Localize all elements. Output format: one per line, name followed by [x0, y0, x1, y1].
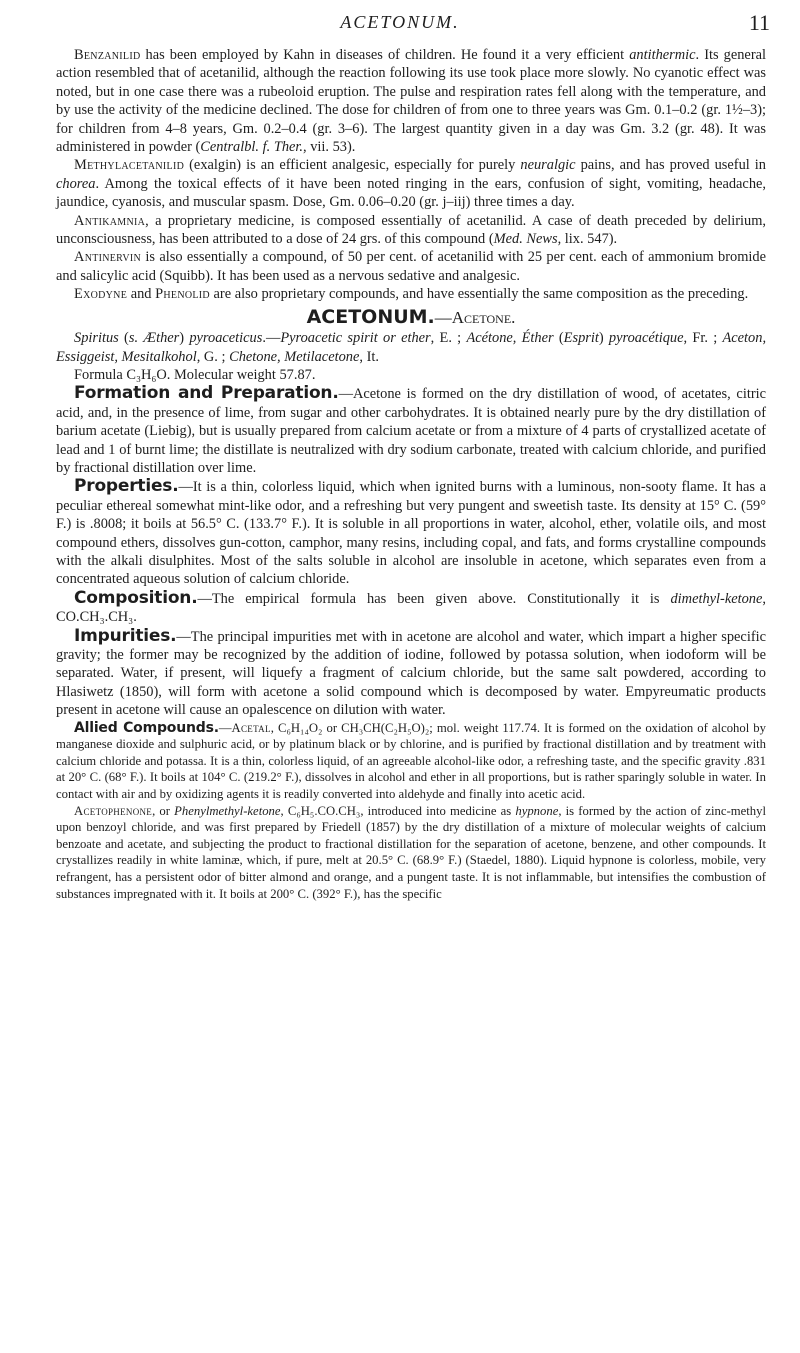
synonym: Esprit	[563, 330, 599, 347]
text: , It.	[359, 348, 379, 365]
entry-subtitle: —Acetone.	[434, 307, 516, 327]
page-number: 11	[748, 10, 770, 35]
term-antikamnia: Antikamnia	[74, 212, 146, 229]
text: is also essentially a compound, of 50 per cent. of acetanilid with 25 per cent. each of ammonium bromide and salicylic acid (Squibb). It has been used as a nervous sedative and analgesic.	[56, 249, 766, 284]
italic-text: dimethyl-ketone	[670, 590, 763, 607]
text: and	[127, 286, 156, 303]
text: .—	[262, 330, 281, 347]
synonym: Spiritus	[74, 330, 119, 347]
italic-text: chorea	[56, 175, 96, 192]
italic-text: antithermic	[629, 47, 696, 63]
paragraph-antikamnia	[56, 212, 766, 249]
text: —It is a thin, colorless liquid, which when ignited burns with a luminous, non-sooty flame. It has a peculiar ethereal somewhat mint-like odor, and a refreshing but very pungent and sweetish taste. Its density at 15° C. (59° F.) is .8008; it boils at 56.5° C. (133.7° F.). It is soluble in all proportions in water, alcohol, ether, volatile oils, and most compound ethers, dissolves gun-cotton, camphor, many resins, including copal, and fats, and forms crystalline compounds with the alkali disulphites. Most of the salts soluble in alcohol are insoluble in acetone, which separates even from a concentrated aqueous solution of calcium chloride.	[56, 479, 766, 588]
text: (	[553, 330, 564, 347]
paragraph-exodyne	[56, 285, 766, 303]
section-heading-composition: Composition.	[74, 587, 198, 608]
running-head	[0, 10, 800, 36]
entry-title-text: ACETONUM.	[306, 305, 435, 328]
running-title: ACETONUM.	[340, 12, 460, 32]
text: , G. ;	[196, 348, 230, 365]
term-acetal: Acetal	[231, 720, 271, 735]
section-heading-formation: Formation and Preparation.	[74, 383, 339, 404]
text: , or	[152, 803, 175, 818]
section-impurities	[56, 627, 766, 720]
paragraph-benzanilid	[56, 46, 766, 156]
text: , E. ;	[430, 330, 467, 347]
text: are also proprietary compounds, and have essentially the same composition as the preceding.	[209, 286, 749, 303]
text: )	[179, 330, 190, 347]
text: has been employed by Kahn in diseases of children. He found it a very efficient	[140, 47, 630, 63]
term-acetophenone: Acetophenone	[74, 803, 153, 818]
text: (exalgin) is an efficient analgesic, especially for purely	[184, 157, 521, 174]
text: pains, and has proved useful in	[575, 157, 767, 174]
paragraph-methylacetanilid	[56, 156, 766, 211]
synonym: Chetone, Metilacetone	[229, 348, 360, 365]
term-phenolid: Phenolid	[155, 286, 210, 303]
term-exodyne: Exodyne	[74, 286, 128, 303]
citation: Centralbl. f. Ther.	[200, 139, 304, 156]
synonym: s. Æther	[128, 330, 180, 347]
italic-text: hypnone	[515, 803, 559, 818]
text: , vii. 53).	[303, 139, 356, 156]
citation: Med. News	[493, 231, 558, 248]
term-antinervin: Antinervin	[74, 249, 142, 266]
text: —Acetone is formed on the dry distillation of wood, of acetates, citric acid, and, in the presence of lime, from sugar and other carbohydrates. It is obtained nearly pure by the dry distillation of barium acetate (Liebig), but is usually prepared from calcium acetate or from a mixture of 4 parts of crystallized acetate of lead and 1 of burnt lime; the distillate is neutralized with dry sodium carbonate, treated with calcium chloride, and purified by fractional distillation over lime.	[56, 386, 766, 476]
term-methylacetanilid: Methylacetanilid	[74, 157, 185, 174]
section-heading-properties: Properties.	[74, 476, 179, 497]
text: , C₆H₅.CO.CH₃, introduced into medicine as	[280, 803, 516, 818]
term-benzanilid: Benzanilid	[74, 47, 141, 63]
formula-line: Formula C₃H₆O. Molecular weight 57.87.	[74, 366, 316, 383]
text: , CO.CH₃.CH₃.	[56, 590, 766, 626]
text: , a proprietary medicine, is composed essentially of acetanilid. A case of death preceded by delirium, unconsciousness, has been attributed to a dose of 24 grs. of this compound (	[56, 212, 766, 248]
section-composition	[56, 589, 766, 627]
entry-title	[56, 305, 766, 328]
text: —The empirical formula has been given above. Constitutionally it is	[197, 590, 671, 607]
italic-text: neuralgic	[520, 157, 576, 174]
section-heading-impurities: Impurities.	[74, 625, 177, 646]
section-heading-allied: Allied Compounds.	[74, 719, 219, 736]
section-properties	[56, 477, 766, 588]
text: (	[118, 330, 129, 347]
synonym: Acétone, Éther	[466, 330, 554, 347]
paragraph-antinervin	[56, 248, 766, 285]
italic-text: Phenylmethyl-ketone	[174, 803, 281, 818]
synonym: Aceton, Essiggeist, Mesitalkohol	[56, 330, 767, 365]
text: , lix. 547).	[557, 231, 618, 248]
synonyms	[56, 329, 766, 366]
text: )	[598, 330, 609, 347]
text: , is formed by the action of zinc-methyl upon benzoyl chloride, and was first prepared by Friedell (1857) by the dry distillation of a mixture of molecular weights of calcium benzoate and acetate, and subjecting the product to fractional distillation for the separation of acetone, benzene, and other compounds. It crystallizes readily in white laminæ, which, if pure, melt at 20.5° C. (68.9° F.) (Staedel, 1880). Liquid hypnone is colorless, mobile, very refrangent, has a persistent odor of bitter almond and orange, and a pungent taste. It is not inflammable, but intensifies the combustion of substances impregnated with it. It boils at 200° C. (392° F.), has the specific	[56, 803, 766, 901]
page-body	[56, 46, 766, 902]
text: —The principal impurities met with in acetone are alcohol and water, which impart a higher specific gravity; the former may be recognized by the addition of iodine, followed by potassa solution, when iodoform will be separated. Water, if present, will liquefy a fragment of calcium chloride, but the same salt powdered, according to Hlasiwetz (1850), will form with acetone a solid compound which is decomposed by water. Empyreumatic products present in acetone will cause an opalescence on dilution with water.	[56, 628, 766, 719]
allied-compounds	[56, 720, 766, 903]
section-formation	[56, 384, 766, 477]
text: , Fr. ;	[683, 330, 723, 347]
allied-acetal: Allied Compounds.—Acetal, C₆H₁₄O₂ or CH₃CH(C₂H₅O)₂; mol. weight 117.74. It is formed on the oxidation of alcohol by manganese dioxide and sulphuric acid, or by platinum black or by chlorine, and is purified by fractional distillation and by treatment with calcium chloride and potassa. It is a thin, colorless liquid, of an agreeable alcohol-like odor, a refreshing taste, and the specific gravity .831 at 20° C. (68° F.). It boils at 104° C. (219.2° F.), dissolves in alcohol and ether in all proportions, but is rather sparingly soluble in water. In contact with air and by oxidizing agents it is readily converted into aldehyde and finally into acetic acid.	[56, 719, 766, 801]
synonym: pyroaceticus	[189, 330, 263, 347]
text: , C₆H₁₄O₂ or CH₃CH(C₂H₅O)₂; mol. weight 117.74. It is formed on the oxidation of alcohol by manganese dioxide and sulphuric acid, or by platinum black or by chlorine, and is purified by fractional distillation and by treatment with calcium chloride and potassa. It is a thin, colorless liquid, of an agreeable alcohol-like odor, a refreshing taste, and the specific gravity .831 at 20° C. (68° F.). It boils at 104° C. (219.2° F.), dissolves in alcohol and ether in all proportions, but is rather sparingly soluble in water. In contact with air and by oxidizing agents it is readily converted into aldehyde and finally into acetic acid.	[56, 720, 766, 801]
allied-acetophenone	[56, 803, 766, 903]
synonym: pyroacétique	[608, 330, 684, 347]
text: . Among the toxical effects of it have been noted ringing in the ears, confusion of sight, vomiting, headache, jaundice, cyanosis, and muscular spasm. Dose, Gm. 0.06–0.20 (gr. j–iij) three times a day.	[56, 175, 766, 211]
text: . Its general action resembled that of acetanilid, although the reaction following its use took place more slowly. No cyanotic effect was noted, but in one case there was a rubeoloid eruption. The pulse and respiration rates fell along with the temperature, and by use the activity of the medicine declined. The dose for children of from one to three years was Gm. 0.1–0.2 (gr. 1½–3); for children from 4–8 years, Gm. 0.2–0.4 (gr. 3–6). The largest quantity given in a day was Gm. 3.2 (gr. 48). It was administered in powder (	[56, 47, 766, 156]
synonym: Pyroacetic spirit or ether	[280, 330, 431, 347]
